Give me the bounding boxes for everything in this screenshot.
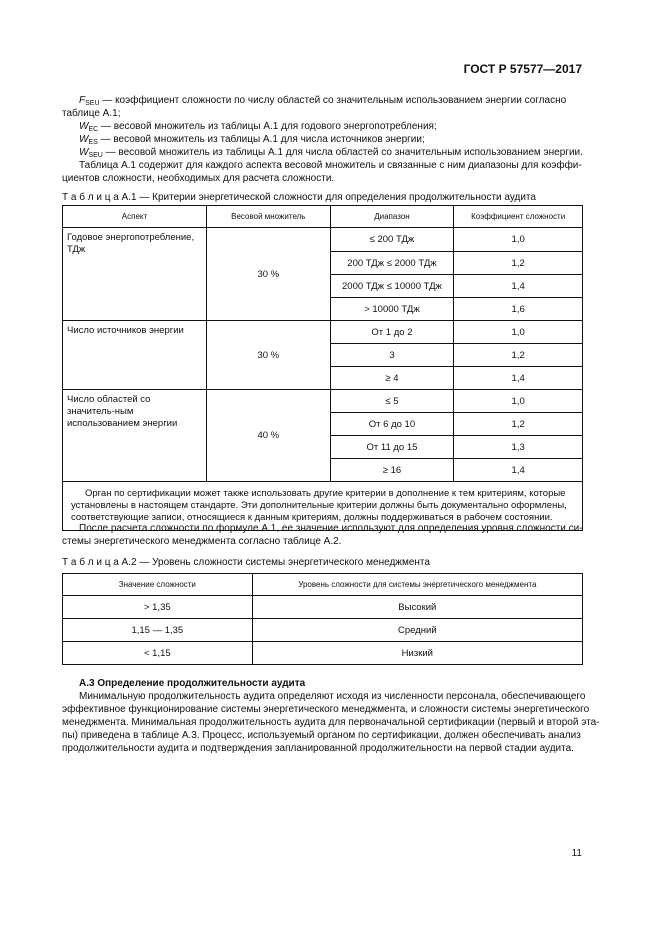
intro-para-line2: циентов сложности, необходимых для расчета сложности. bbox=[62, 173, 335, 184]
coefficient-cell: 1,2 bbox=[454, 344, 583, 367]
symbol-sub: EC bbox=[88, 126, 99, 133]
level-cell: Низкий bbox=[252, 642, 582, 665]
table-row bbox=[63, 321, 583, 344]
table-note-text: Орган по сертификации может также использовать другие критерии в дополнение к тем критериям, которые установлены в настоящем стандарте. Эти дополнительные критерии должны быть документально оформлены, соответствующие записи, относящиеся к данным критериям, должны поддерживаться в рабочем состоянии. bbox=[71, 488, 567, 523]
table-row bbox=[63, 642, 583, 665]
aspect-cell bbox=[63, 390, 207, 482]
symbol-sub: SEU bbox=[85, 100, 100, 107]
header-complexity-value: Значение сложности bbox=[63, 574, 253, 596]
symbol: W bbox=[79, 147, 89, 158]
definition-fseu-cont: таблице А.1; bbox=[62, 108, 121, 119]
symbol: W bbox=[79, 134, 89, 145]
page-number: 11 bbox=[571, 848, 582, 859]
coefficient-cell: 1,3 bbox=[454, 436, 583, 459]
after-para-line1: После расчета сложности по формуле А.1, ее значение используют для определения уровня сложности си- bbox=[79, 523, 583, 534]
definition-text: — весовой множитель из таблицы А.1 для числа областей со значительным использованием энергии. bbox=[102, 147, 583, 158]
aspect-label: Число источников энергии bbox=[67, 325, 184, 336]
value-cell: > 1,35 bbox=[63, 596, 253, 619]
weight-cell: 30 % bbox=[206, 228, 330, 321]
range-cell: ≤ 200 ТДж bbox=[330, 228, 454, 252]
symbol-sub: ES bbox=[88, 139, 98, 146]
section-line: продолжительности аудита и подтверждения запланированной продолжительности на первой стадии аудита. bbox=[62, 743, 574, 754]
coefficient-cell: 1,0 bbox=[454, 390, 583, 413]
document-header-id: ГОСТ Р 57577—2017 bbox=[463, 62, 582, 76]
coefficient-cell: 1,0 bbox=[454, 228, 583, 252]
section-line: пы) приведена в таблице А.3. Процесс, используемый органом по сертификации, должен обеспечивать анализ bbox=[62, 730, 581, 741]
header-weight: Весовой множитель bbox=[206, 206, 330, 228]
level-cell: Средний bbox=[252, 619, 582, 642]
range-cell: ≥ 16 bbox=[330, 459, 454, 482]
header-aspect: Аспект bbox=[63, 206, 207, 228]
range-cell: ≥ 4 bbox=[330, 367, 454, 390]
range-cell: ≤ 5 bbox=[330, 390, 454, 413]
value-cell: 1,15 — 1,35 bbox=[63, 619, 253, 642]
section-title: А.3 Определение продолжительности аудита bbox=[79, 678, 306, 689]
coefficient-cell: 1,0 bbox=[454, 321, 583, 344]
level-cell: Высокий bbox=[252, 596, 582, 619]
range-cell: 2000 ТДж ≤ 10000 ТДж bbox=[330, 275, 454, 298]
table-a2 bbox=[62, 573, 583, 665]
coefficient-cell: 1,6 bbox=[454, 298, 583, 321]
weight-cell: 40 % bbox=[206, 390, 330, 482]
range-cell: > 10000 ТДж bbox=[330, 298, 454, 321]
table-row bbox=[63, 596, 583, 619]
range-cell: От 6 до 10 bbox=[330, 413, 454, 436]
coefficient-cell: 1,4 bbox=[454, 459, 583, 482]
intro-para-line1: Таблица А.1 содержит для каждого аспекта весовой множитель и связанные с ним диапазоны для коэффи- bbox=[79, 160, 582, 171]
symbol-sub: SEU bbox=[88, 152, 103, 159]
table-header-row bbox=[63, 574, 583, 596]
header-coefficient: Коэффициент сложности bbox=[454, 206, 583, 228]
table-a1 bbox=[62, 205, 583, 531]
coefficient-cell: 1,2 bbox=[454, 252, 583, 275]
table-header-row bbox=[63, 206, 583, 228]
after-para-line2: стемы энергетического менеджмента согласно таблице А.2. bbox=[62, 536, 342, 547]
value-cell: < 1,15 bbox=[63, 642, 253, 665]
definition-text: — коэффициент сложности по числу областей со значительным использованием энергии согласно bbox=[99, 95, 567, 106]
definition-text: — весовой множитель из таблицы А.1 для числа источников энергии; bbox=[97, 134, 425, 145]
coefficient-cell: 1,4 bbox=[454, 275, 583, 298]
table1-caption: Т а б л и ц а А.1 — Критерии энергетической сложности для определения продолжительности аудита bbox=[62, 192, 536, 203]
definition-text: — весовой множитель из таблицы А.1 для годового энергопотребления; bbox=[98, 121, 437, 132]
aspect-label: Годовое энергопотребление, ТДж bbox=[67, 232, 195, 255]
coefficient-cell: 1,2 bbox=[454, 413, 583, 436]
table-row bbox=[63, 228, 583, 252]
table-row bbox=[63, 619, 583, 642]
symbol: F bbox=[79, 95, 86, 106]
range-cell: От 1 до 2 bbox=[330, 321, 454, 344]
range-cell: От 11 до 15 bbox=[330, 436, 454, 459]
header-complexity-level: Уровень сложности для системы энергетического менеджмента bbox=[252, 574, 582, 596]
definition-fseu bbox=[79, 94, 583, 110]
aspect-cell bbox=[63, 321, 207, 390]
header-range: Диапазон bbox=[330, 206, 454, 228]
range-cell: 3 bbox=[330, 344, 454, 367]
symbol: W bbox=[79, 121, 89, 132]
aspect-label: Число областей со значитель-ным использованием энергии bbox=[67, 394, 178, 429]
aspect-cell bbox=[63, 228, 207, 321]
section-line: эффективное функционирование системы энергетического менеджмента, и сложности системы энергетического bbox=[62, 704, 590, 715]
table-row bbox=[63, 390, 583, 413]
coefficient-cell: 1,4 bbox=[454, 367, 583, 390]
section-line: менеджмента. Минимальная продолжительность аудита для первоначальной сертификации (первый и второй эта- bbox=[62, 717, 600, 728]
section-line: Минимальную продолжительность аудита определяют исходя из численности персонала, обеспечивающего bbox=[79, 691, 586, 702]
weight-cell: 30 % bbox=[206, 321, 330, 390]
table2-caption: Т а б л и ц а А.2 — Уровень сложности системы энергетического менеджмента bbox=[62, 557, 430, 568]
range-cell: 200 ТДж ≤ 2000 ТДж bbox=[330, 252, 454, 275]
